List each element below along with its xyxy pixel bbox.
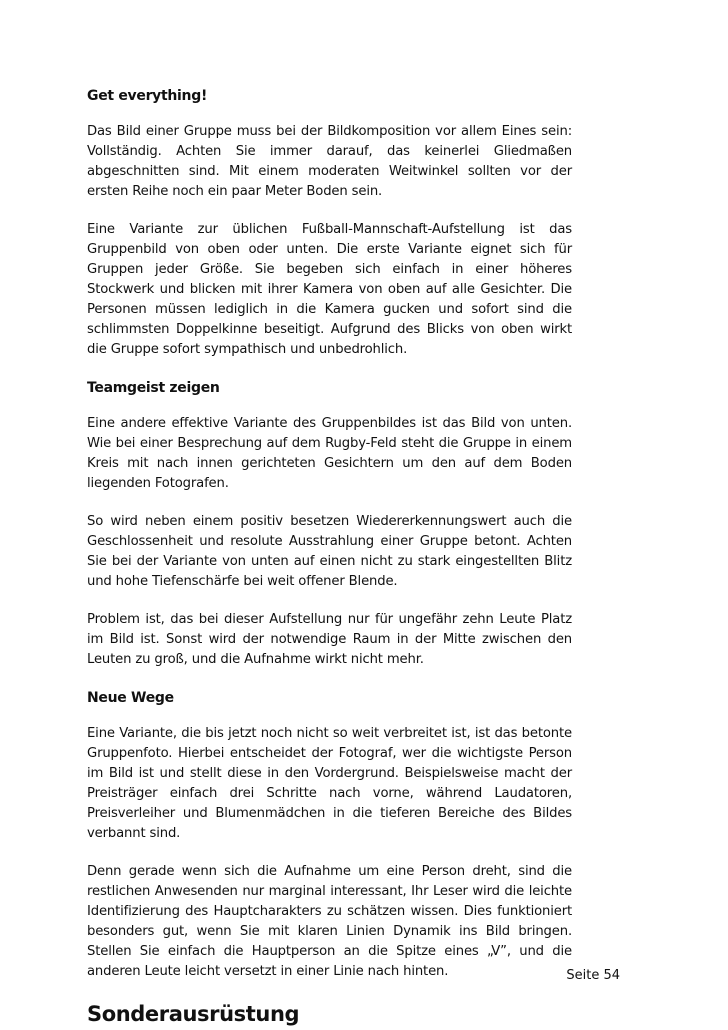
page-number: Seite 54 (566, 968, 620, 983)
section-heading-neue-wege: Neue Wege (87, 690, 174, 706)
document-page (87, 86, 572, 1028)
chapter-heading-sonderausruestung: Sonderausrüstung (87, 1002, 300, 1026)
section-heading-teamgeist-zeigen: Teamgeist zeigen (87, 380, 220, 396)
paragraph: Denn gerade wenn sich die Aufnahme um eine Person dreht, sind die restlichen Anwesenden nur marginal interessant, Ihr Leser wird die leichte Identifizierung des Hauptcharakters zu schätzen wissen. Dies funktioniert besonders gut, wenn Sie mit klaren Linien Dynamik ins Bild bringen. Stellen Sie einfach die Hauptperson an die Spitze eines „V”, und die anderen Leute leicht versetzt in einer Linie nach hinten. (87, 864, 572, 979)
paragraph: Eine Variante zur üblichen Fußball-Mannschaft-Aufstellung ist das Gruppenbild von oben oder unten. Die erste Variante eignet sich für Gruppen jeder Größe. Sie begeben sich einfach in einer höheres Stockwerk und blicken mit ihrer Kamera von oben auf alle Gesichter. Die Personen müssen lediglich in die Kamera gucken und sofort sind die schlimmsten Doppelkinne beseitigt. Aufgrund des Blicks von oben wirkt die Gruppe sofort sympathisch und unbedrohlich. (87, 222, 572, 357)
paragraph: Eine Variante, die bis jetzt noch nicht so weit verbreitet ist, ist das betonte Gruppenfoto. Hierbei entscheidet der Fotograf, wer die wichtigste Person im Bild ist und stellt diese in den Vordergrund. Beispielsweise macht der Preisträger einfach drei Schritte nach vorne, während Laudatoren, Preisverleiher und Blumenmädchen in die tieferen Bereiche des Bildes verbannt sind. (87, 726, 572, 841)
paragraph: So wird neben einem positiv besetzen Wiedererkennungswert auch die Geschlossenheit und resolute Ausstrahlung einer Gruppe betont. Achten Sie bei der Variante von unten auf einen nicht zu stark eingestellten Blitz und hohe Tiefenschärfe bei weit offener Blende. (87, 514, 572, 589)
paragraph: Eine andere effektive Variante des Gruppenbildes ist das Bild von unten. Wie bei einer Besprechung auf dem Rugby-Feld steht die Gruppe in einem Kreis mit nach innen gerichteten Gesichtern um den auf dem Boden liegenden Fotografen. (87, 416, 572, 491)
paragraph: Das Bild einer Gruppe muss bei der Bildkomposition vor allem Eines sein: Vollständig. Achten Sie immer darauf, das keinerlei Gliedmaßen abgeschnitten sind. Mit einem moderaten Weitwinkel sollten vor der ersten Reihe noch ein paar Meter Boden sein. (87, 124, 572, 199)
paragraph: Problem ist, das bei dieser Aufstellung nur für ungefähr zehn Leute Platz im Bild ist. Sonst wird der notwendige Raum in der Mitte zwischen den Leuten zu groß, und die Aufnahme wirkt nicht mehr. (87, 612, 572, 667)
section-heading-get-everything: Get everything! (87, 88, 208, 104)
